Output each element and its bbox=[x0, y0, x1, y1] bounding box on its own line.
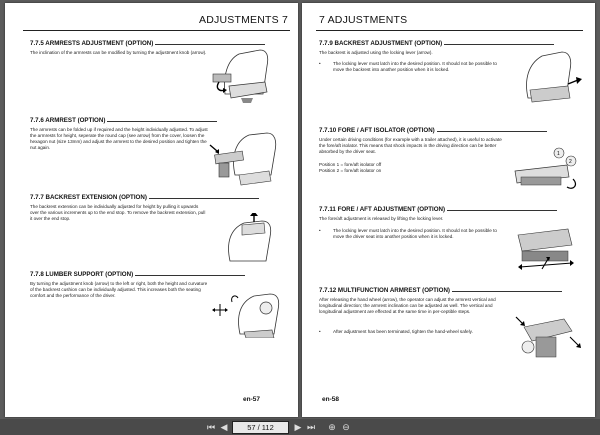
section-body: By turning the adjustment knob (arrow) to the left or right, both the height and curvature of the backrest cushion can be individually adjusted. This increases both the seating comfort and the performance of the driver. bbox=[30, 281, 208, 298]
fore-aft-adjustment-figure bbox=[512, 215, 584, 275]
header-rule bbox=[23, 30, 290, 31]
section-title: 7.7.11 FORE / AFT ADJUSTMENT (OPTION) bbox=[319, 206, 581, 213]
section-title: 7.7.8 LUMBER SUPPORT (OPTION) bbox=[30, 271, 292, 278]
section-body: The fore/aft adjustment is released by lifting the locking lever. bbox=[319, 216, 444, 221]
fore-aft-isolator-figure bbox=[507, 131, 589, 193]
section-body: The armrests can be folded up if required and the height individually adjusted. To adjust the armrests for height, seperate the round cap (see arrow) from the cover, loosen the hexagon nut (size 13mm) and adjust the armrest to the desired position and tighten the nut again. bbox=[30, 127, 208, 150]
page-header: 7 ADJUSTMENTS bbox=[319, 14, 408, 26]
page-number: en-58 bbox=[322, 396, 339, 403]
backrest-extension-figure bbox=[218, 213, 283, 267]
page-number-input[interactable] bbox=[232, 421, 289, 434]
bullet-note: • After adjustment has been terminated, tighten the hand-wheel safely. bbox=[319, 329, 473, 334]
section-body: The backrest is adjusted using the locking lever (arrow). bbox=[319, 50, 433, 55]
armrest-figure bbox=[205, 125, 287, 187]
svg-text:2: 2 bbox=[569, 159, 572, 165]
lumber-support-figure bbox=[210, 288, 288, 338]
page-57 bbox=[5, 3, 298, 417]
section-title: 7.7.9 BACKREST ADJUSTMENT (OPTION) bbox=[319, 40, 581, 47]
first-page-icon[interactable]: ⏮ bbox=[206, 422, 216, 432]
section-7-7-7 bbox=[30, 194, 292, 201]
section-7-7-11 bbox=[319, 206, 581, 213]
section-title: 7.7.10 FORE / AFT ISOLATOR (OPTION) bbox=[319, 127, 581, 134]
section-7-7-6 bbox=[30, 117, 292, 124]
last-page-icon[interactable]: ⏭ bbox=[306, 422, 316, 432]
bullet-note: • The locking lever must latch into the desired position. It should not be possible to move the backrest into another position when it is locked. bbox=[319, 61, 497, 72]
section-body: Under certain driving conditions (for example with a trailer attached), it is useful to activate the fore/aft isolator. This means that shock impacts in the driving direction can be better absorbed by the driver seat. bbox=[319, 137, 502, 154]
position-1-note: Position 1 = fore/aft isolator off bbox=[319, 162, 382, 167]
svg-text:1: 1 bbox=[557, 151, 560, 157]
section-7-7-8 bbox=[30, 271, 292, 278]
viewer-toolbar bbox=[0, 419, 600, 435]
section-7-7-12 bbox=[319, 287, 581, 294]
page-number: en-57 bbox=[243, 396, 260, 403]
section-title: 7.7.6 ARMREST (OPTION) bbox=[30, 117, 292, 124]
zoom-out-icon[interactable]: ⊖ bbox=[342, 422, 350, 432]
page-58 bbox=[302, 3, 595, 417]
section-body: After releasing the hand wheel (arrow), the operator can adjust the armrest vertical and longitudinal direction; the armrest inclination can be adjusted as well. The vertical and longitudinal adjustment are effected at the same time in per-ceptible steps. bbox=[319, 297, 496, 314]
section-body: The backrest extension can be individually adjusted for height by pulling it upwards over the various increments up to the end stop. To remove the backrest extension, pull it over the end stop. bbox=[30, 204, 206, 221]
backrest-adjustment-figure bbox=[512, 46, 584, 106]
section-title: 7.7.5 ARMRESTS ADJUSTMENT (OPTION) bbox=[30, 40, 292, 47]
section-title: 7.7.7 BACKREST EXTENSION (OPTION) bbox=[30, 194, 292, 201]
zoom-in-icon[interactable]: ⊕ bbox=[328, 422, 336, 432]
multifunction-armrest-figure bbox=[514, 297, 586, 363]
armrest-adjustment-figure bbox=[205, 46, 280, 104]
next-page-icon[interactable]: ▶ bbox=[294, 422, 302, 432]
page-header: ADJUSTMENTS 7 bbox=[199, 14, 288, 26]
section-body: The inclination of the armrests can be modified by turning the adjustment knob (arrow). bbox=[30, 50, 207, 55]
section-title: 7.7.12 MULTIFUNCTION ARMREST (OPTION) bbox=[319, 287, 581, 294]
header-rule bbox=[316, 30, 583, 31]
previous-page-icon[interactable]: ◀ bbox=[220, 422, 228, 432]
position-2-note: Position 2 = fore/aft isolator on bbox=[319, 168, 382, 173]
bullet-note: • The locking lever must latch into the desired position. It should not be possible to move the driver seat into another position when it is locked. bbox=[319, 228, 497, 239]
